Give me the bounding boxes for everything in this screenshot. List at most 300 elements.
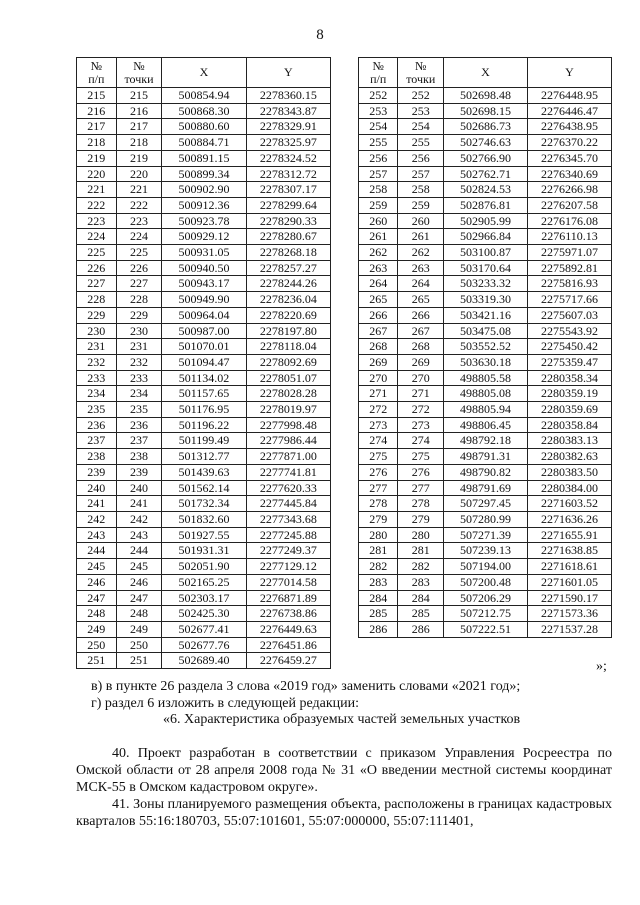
cell-num: 264	[359, 276, 398, 292]
cell-num: 256	[359, 150, 398, 166]
cell-num: 230	[77, 323, 117, 339]
cell-y: 2277249.37	[246, 543, 330, 559]
cell-point: 259	[398, 197, 444, 213]
table-row	[77, 464, 331, 480]
table-row	[359, 150, 612, 166]
paragraph-g: г) раздел 6 изложить в следующей редакции:	[91, 696, 359, 711]
table-row	[77, 621, 331, 637]
table-row	[77, 511, 331, 527]
cell-x: 502746.63	[443, 135, 527, 151]
cell-x: 500880.60	[162, 119, 246, 135]
cell-point: 217	[116, 119, 162, 135]
cell-point: 279	[398, 511, 444, 527]
cell-x: 500929.12	[162, 229, 246, 245]
table-row	[359, 370, 612, 386]
table-row	[359, 386, 612, 402]
table-row	[359, 276, 612, 292]
cell-point: 277	[398, 480, 444, 496]
cell-num: 283	[359, 574, 398, 590]
table-row	[359, 307, 612, 323]
cell-point: 227	[116, 276, 162, 292]
cell-num: 235	[77, 402, 117, 418]
cell-x: 500987.00	[162, 323, 246, 339]
cell-point: 215	[116, 88, 162, 104]
cell-y: 2278343.87	[246, 103, 330, 119]
table-row	[359, 464, 612, 480]
table-row	[77, 433, 331, 449]
cell-num: 227	[77, 276, 117, 292]
cell-y: 2275816.93	[527, 276, 611, 292]
cell-point: 284	[398, 590, 444, 606]
cell-y: 2271655.91	[527, 527, 611, 543]
cell-y: 2278019.97	[246, 402, 330, 418]
cell-num: 284	[359, 590, 398, 606]
header-x: X	[162, 58, 246, 88]
cell-point: 244	[116, 543, 162, 559]
table-row	[359, 606, 612, 622]
cell-num: 236	[77, 417, 117, 433]
cell-x: 501927.55	[162, 527, 246, 543]
header-y: Y	[527, 58, 611, 88]
cell-y: 2278244.26	[246, 276, 330, 292]
cell-y: 2275971.07	[527, 245, 611, 261]
cell-x: 502425.30	[162, 606, 246, 622]
cell-y: 2278329.91	[246, 119, 330, 135]
cell-y: 2276345.70	[527, 150, 611, 166]
cell-num: 226	[77, 260, 117, 276]
table-row	[359, 197, 612, 213]
cell-x: 507280.99	[443, 511, 527, 527]
cell-x: 500940.50	[162, 260, 246, 276]
cell-point: 238	[116, 449, 162, 465]
cell-point: 262	[398, 245, 444, 261]
cell-num: 240	[77, 480, 117, 496]
cell-num: 260	[359, 213, 398, 229]
table-row	[77, 135, 331, 151]
cell-x: 507222.51	[443, 621, 527, 637]
cell-point: 275	[398, 449, 444, 465]
cell-num: 243	[77, 527, 117, 543]
cell-num: 237	[77, 433, 117, 449]
cell-num: 251	[77, 653, 117, 669]
cell-num: 278	[359, 496, 398, 512]
cell-num: 273	[359, 417, 398, 433]
cell-point: 245	[116, 559, 162, 575]
cell-num: 269	[359, 354, 398, 370]
cell-x: 501562.14	[162, 480, 246, 496]
paragraph-41-text: 41. Зоны планируемого размещения объекта, расположены в границах кадастровых кварталов 55:16:180703, 55:07:101601, 55:07:000000, 55:07:111401,	[76, 797, 612, 829]
cell-y: 2280359.69	[527, 402, 611, 418]
cell-num: 217	[77, 119, 117, 135]
cell-point: 265	[398, 292, 444, 308]
cell-x: 503100.87	[443, 245, 527, 261]
cell-x: 502689.40	[162, 653, 246, 669]
table-row	[77, 119, 331, 135]
cell-x: 501312.77	[162, 449, 246, 465]
cell-y: 2280359.19	[527, 386, 611, 402]
cell-y: 2271638.85	[527, 543, 611, 559]
cell-num: 266	[359, 307, 398, 323]
cell-num: 245	[77, 559, 117, 575]
cell-num: 257	[359, 166, 398, 182]
cell-point: 247	[116, 590, 162, 606]
cell-point: 280	[398, 527, 444, 543]
cell-y: 2275450.42	[527, 339, 611, 355]
table-row	[359, 354, 612, 370]
cell-y: 2278307.17	[246, 182, 330, 198]
cell-x: 500891.15	[162, 150, 246, 166]
cell-y: 2278236.04	[246, 292, 330, 308]
cell-num: 222	[77, 197, 117, 213]
cell-point: 243	[116, 527, 162, 543]
table-row	[359, 339, 612, 355]
cell-y: 2276340.69	[527, 166, 611, 182]
table-row	[359, 229, 612, 245]
cell-y: 2276266.98	[527, 182, 611, 198]
header-y: Y	[246, 58, 330, 88]
header-point: № точки	[116, 58, 162, 88]
table-row	[77, 653, 331, 669]
cell-x: 503170.64	[443, 260, 527, 276]
table-row	[359, 511, 612, 527]
cell-x: 501196.22	[162, 417, 246, 433]
cell-num: 272	[359, 402, 398, 418]
cell-point: 269	[398, 354, 444, 370]
cell-num: 215	[77, 88, 117, 104]
cell-x: 501176.95	[162, 402, 246, 418]
cell-y: 2275607.03	[527, 307, 611, 323]
cell-num: 220	[77, 166, 117, 182]
cell-num: 285	[359, 606, 398, 622]
cell-x: 498792.18	[443, 433, 527, 449]
cell-point: 250	[116, 637, 162, 653]
cell-x: 502905.99	[443, 213, 527, 229]
cell-y: 2271618.61	[527, 559, 611, 575]
table-row	[77, 527, 331, 543]
cell-y: 2271537.28	[527, 621, 611, 637]
cell-x: 501439.63	[162, 464, 246, 480]
table-row	[77, 449, 331, 465]
cell-x: 498805.58	[443, 370, 527, 386]
cell-point: 228	[116, 292, 162, 308]
table-row	[77, 103, 331, 119]
cell-x: 501070.01	[162, 339, 246, 355]
cell-y: 2278360.15	[246, 88, 330, 104]
cell-y: 2278312.72	[246, 166, 330, 182]
cell-y: 2278290.33	[246, 213, 330, 229]
cell-x: 503319.30	[443, 292, 527, 308]
cell-num: 249	[77, 621, 117, 637]
cell-x: 502686.73	[443, 119, 527, 135]
cell-point: 230	[116, 323, 162, 339]
cell-x: 498805.08	[443, 386, 527, 402]
table-row	[359, 433, 612, 449]
cell-num: 258	[359, 182, 398, 198]
table-row	[359, 260, 612, 276]
cell-point: 232	[116, 354, 162, 370]
cell-point: 241	[116, 496, 162, 512]
table-row	[359, 527, 612, 543]
cell-point: 278	[398, 496, 444, 512]
table-row	[77, 354, 331, 370]
table-row	[77, 307, 331, 323]
cell-num: 277	[359, 480, 398, 496]
cell-point: 234	[116, 386, 162, 402]
page-number: 8	[316, 27, 324, 43]
cell-point: 282	[398, 559, 444, 575]
table-row	[77, 150, 331, 166]
cell-y: 2277129.12	[246, 559, 330, 575]
header-num: № п/п	[359, 58, 398, 88]
cell-x: 503421.16	[443, 307, 527, 323]
table-row	[77, 197, 331, 213]
cell-y: 2276176.08	[527, 213, 611, 229]
table-row	[77, 559, 331, 575]
cell-num: 279	[359, 511, 398, 527]
cell-num: 232	[77, 354, 117, 370]
cell-x: 500964.04	[162, 307, 246, 323]
cell-x: 502824.53	[443, 182, 527, 198]
cell-x: 502762.71	[443, 166, 527, 182]
cell-num: 233	[77, 370, 117, 386]
cell-point: 271	[398, 386, 444, 402]
table-row	[77, 166, 331, 182]
cell-y: 2276370.22	[527, 135, 611, 151]
cell-num: 282	[359, 559, 398, 575]
cell-point: 258	[398, 182, 444, 198]
table-row	[359, 213, 612, 229]
cell-y: 2276738.86	[246, 606, 330, 622]
cell-x: 502677.76	[162, 637, 246, 653]
cell-point: 285	[398, 606, 444, 622]
cell-num: 218	[77, 135, 117, 151]
cell-y: 2278118.04	[246, 339, 330, 355]
table-row	[77, 402, 331, 418]
cell-point: 224	[116, 229, 162, 245]
cell-num: 247	[77, 590, 117, 606]
cell-x: 507239.13	[443, 543, 527, 559]
cell-num: 239	[77, 464, 117, 480]
cell-y: 2280383.50	[527, 464, 611, 480]
cell-x: 501931.31	[162, 543, 246, 559]
cell-y: 2280382.63	[527, 449, 611, 465]
cell-num: 244	[77, 543, 117, 559]
table-row	[359, 402, 612, 418]
table-row	[359, 245, 612, 261]
table-row	[77, 606, 331, 622]
cell-num: 262	[359, 245, 398, 261]
paragraph-v: в) в пункте 26 раздела 3 слова «2019 год» заменить словами «2021 год»;	[91, 679, 521, 694]
cell-x: 501832.60	[162, 511, 246, 527]
cell-point: 251	[116, 653, 162, 669]
table-row	[359, 621, 612, 637]
table-row	[77, 496, 331, 512]
cell-y: 2271573.36	[527, 606, 611, 622]
table-row	[77, 339, 331, 355]
table-header-row	[77, 58, 331, 88]
cell-x: 502051.90	[162, 559, 246, 575]
cell-x: 498805.94	[443, 402, 527, 418]
cell-y: 2271636.26	[527, 511, 611, 527]
cell-y: 2271590.17	[527, 590, 611, 606]
table-row	[77, 386, 331, 402]
cell-point: 246	[116, 574, 162, 590]
cell-point: 226	[116, 260, 162, 276]
cell-point: 286	[398, 621, 444, 637]
cell-num: 225	[77, 245, 117, 261]
coordinates-table-left	[76, 57, 331, 669]
header-point: № точки	[398, 58, 444, 88]
cell-point: 257	[398, 166, 444, 182]
cell-x: 507200.48	[443, 574, 527, 590]
cell-point: 237	[116, 433, 162, 449]
cell-x: 507194.00	[443, 559, 527, 575]
cell-num: 261	[359, 229, 398, 245]
cell-x: 507271.39	[443, 527, 527, 543]
cell-x: 507212.75	[443, 606, 527, 622]
cell-num: 216	[77, 103, 117, 119]
cell-x: 501732.34	[162, 496, 246, 512]
cell-num: 281	[359, 543, 398, 559]
cell-point: 222	[116, 197, 162, 213]
cell-num: 286	[359, 621, 398, 637]
cell-num: 263	[359, 260, 398, 276]
paragraph-40-text: 40. Проект разработан в соответствии с приказом Управления Росреестра по Омской области от 28 апреля 2008 года № 31 «О введении местной системы координат МСК-55 в Омском кадастровом округе».	[76, 746, 612, 795]
cell-point: 236	[116, 417, 162, 433]
cell-x: 507297.45	[443, 496, 527, 512]
cell-y: 2277245.88	[246, 527, 330, 543]
cell-num: 275	[359, 449, 398, 465]
cell-x: 501134.02	[162, 370, 246, 386]
cell-point: 274	[398, 433, 444, 449]
cell-point: 220	[116, 166, 162, 182]
cell-num: 228	[77, 292, 117, 308]
cell-point: 233	[116, 370, 162, 386]
cell-x: 500912.36	[162, 197, 246, 213]
table-row	[359, 292, 612, 308]
cell-x: 502698.48	[443, 88, 527, 104]
table-row	[77, 590, 331, 606]
cell-num: 224	[77, 229, 117, 245]
cell-num: 223	[77, 213, 117, 229]
cell-num: 270	[359, 370, 398, 386]
cell-x: 500854.94	[162, 88, 246, 104]
cell-x: 503552.52	[443, 339, 527, 355]
cell-point: 264	[398, 276, 444, 292]
table-row	[77, 323, 331, 339]
cell-x: 501199.49	[162, 433, 246, 449]
cell-num: 219	[77, 150, 117, 166]
header-x: X	[443, 58, 527, 88]
cell-point: 252	[398, 88, 444, 104]
cell-y: 2278325.97	[246, 135, 330, 151]
cell-x: 502698.15	[443, 103, 527, 119]
cell-num: 241	[77, 496, 117, 512]
cell-y: 2276448.95	[527, 88, 611, 104]
table-row	[77, 213, 331, 229]
cell-y: 2277343.68	[246, 511, 330, 527]
cell-num: 242	[77, 511, 117, 527]
table-row	[359, 417, 612, 433]
cell-x: 502766.90	[443, 150, 527, 166]
cell-y: 2280358.84	[527, 417, 611, 433]
cell-y: 2271603.52	[527, 496, 611, 512]
cell-y: 2276207.58	[527, 197, 611, 213]
table-row	[359, 496, 612, 512]
table-row	[77, 182, 331, 198]
cell-point: 281	[398, 543, 444, 559]
cell-y: 2277986.44	[246, 433, 330, 449]
table-row	[77, 276, 331, 292]
cell-x: 500949.90	[162, 292, 246, 308]
cell-point: 231	[116, 339, 162, 355]
cell-y: 2277741.81	[246, 464, 330, 480]
cell-num: 231	[77, 339, 117, 355]
cell-y: 2275717.66	[527, 292, 611, 308]
table-row	[359, 182, 612, 198]
cell-y: 2278299.64	[246, 197, 330, 213]
cell-y: 2280383.13	[527, 433, 611, 449]
cell-y: 2277998.48	[246, 417, 330, 433]
cell-y: 2278280.67	[246, 229, 330, 245]
table-row	[77, 292, 331, 308]
cell-num: 234	[77, 386, 117, 402]
cell-x: 503233.32	[443, 276, 527, 292]
cell-y: 2278092.69	[246, 354, 330, 370]
cell-num: 254	[359, 119, 398, 135]
cell-point: 239	[116, 464, 162, 480]
cell-point: 254	[398, 119, 444, 135]
paragraph-41	[76, 796, 612, 830]
cell-y: 2277445.84	[246, 496, 330, 512]
cell-num: 274	[359, 433, 398, 449]
cell-num: 265	[359, 292, 398, 308]
table-row	[77, 480, 331, 496]
cell-num: 267	[359, 323, 398, 339]
cell-y: 2271601.05	[527, 574, 611, 590]
cell-y: 2276449.63	[246, 621, 330, 637]
table-row	[359, 166, 612, 182]
cell-x: 507206.29	[443, 590, 527, 606]
cell-y: 2278197.80	[246, 323, 330, 339]
cell-y: 2276459.27	[246, 653, 330, 669]
cell-point: 218	[116, 135, 162, 151]
cell-point: 242	[116, 511, 162, 527]
table-row	[359, 590, 612, 606]
cell-x: 500943.17	[162, 276, 246, 292]
cell-point: 249	[116, 621, 162, 637]
cell-point: 268	[398, 339, 444, 355]
cell-y: 2278257.27	[246, 260, 330, 276]
cell-num: 276	[359, 464, 398, 480]
cell-num: 229	[77, 307, 117, 323]
cell-y: 2275543.92	[527, 323, 611, 339]
cell-y: 2278220.69	[246, 307, 330, 323]
cell-x: 502677.41	[162, 621, 246, 637]
cell-x: 500884.71	[162, 135, 246, 151]
cell-y: 2278028.28	[246, 386, 330, 402]
cell-y: 2277871.00	[246, 449, 330, 465]
table-row	[359, 103, 612, 119]
cell-point: 267	[398, 323, 444, 339]
cell-point: 283	[398, 574, 444, 590]
table-header-row	[359, 58, 612, 88]
cell-point: 225	[116, 245, 162, 261]
table-row	[77, 637, 331, 653]
cell-x: 498806.45	[443, 417, 527, 433]
cell-y: 2277014.58	[246, 574, 330, 590]
cell-y: 2275359.47	[527, 354, 611, 370]
